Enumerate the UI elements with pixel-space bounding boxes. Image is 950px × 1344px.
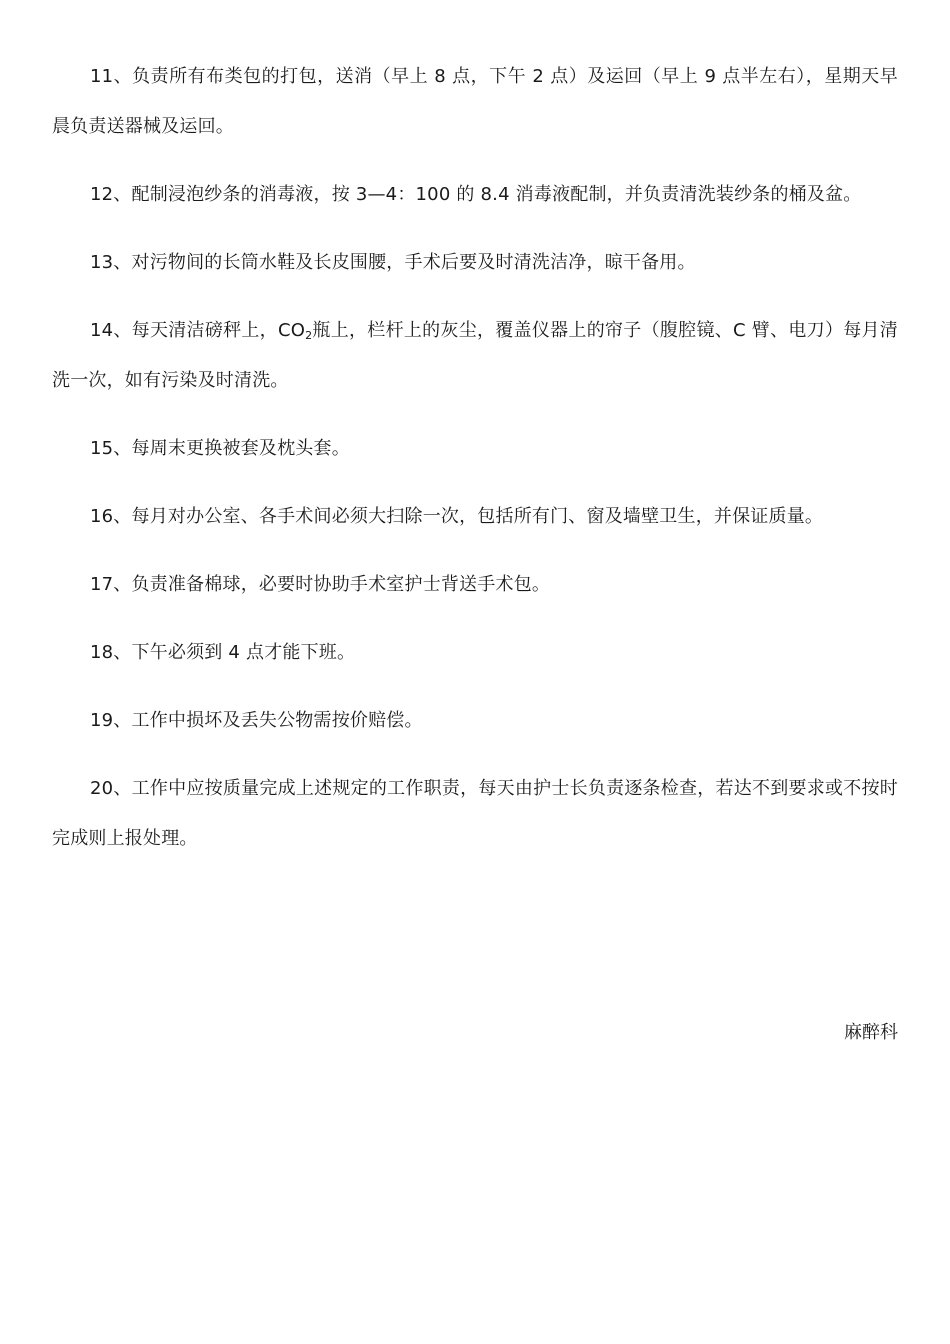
department-signature: 麻醉科 <box>844 1022 898 1043</box>
duty-item-14-part-2: 瓶上，栏杆上的灰尘，覆盖仪器上的帘子（腹腔镜、C 臂、电刀）每月清洗一次，如有污染及时清洗。 <box>52 320 899 391</box>
duty-item-11: 11、负责所有布类包的打包，送消（早上 8 点，下午 2 点）及运回（早上 9 点半左右），星期天早晨负责送器械及运回。 <box>52 66 898 137</box>
duty-item-14-part-1: 14、每天清洁磅秤上，CO <box>90 320 306 341</box>
duty-item-13: 13、对污物间的长筒水鞋及长皮围腰，手术后要及时清洗洁净，晾干备用。 <box>90 252 696 273</box>
document-body <box>52 52 898 882</box>
duty-item-17: 17、负责准备棉球，必要时协助手术室护士背送手术包。 <box>90 574 551 595</box>
duty-item-14 <box>52 306 898 406</box>
duty-item-19: 19、工作中损坏及丢失公物需按价赔偿。 <box>90 710 423 731</box>
duty-item-20: 20、工作中应按质量完成上述规定的工作职责，每天由护士长负责逐条检查，若达不到要求或不按时完成则上报处理。 <box>52 778 898 849</box>
duty-item-12: 12、配制浸泡纱条的消毒液，按 3—4：100 的 8.4 消毒液配制，并负责清洗装纱条的桶及盆。 <box>90 184 862 205</box>
duty-item-15: 15、每周末更换被套及枕头套。 <box>90 438 350 459</box>
duty-item-16: 16、每月对办公室、各手术间必须大扫除一次，包括所有门、窗及墙壁卫生，并保证质量。 <box>90 506 824 527</box>
co2-subscript: 2 <box>305 329 313 342</box>
duty-item-18: 18、下午必须到 4 点才能下班。 <box>90 642 356 663</box>
